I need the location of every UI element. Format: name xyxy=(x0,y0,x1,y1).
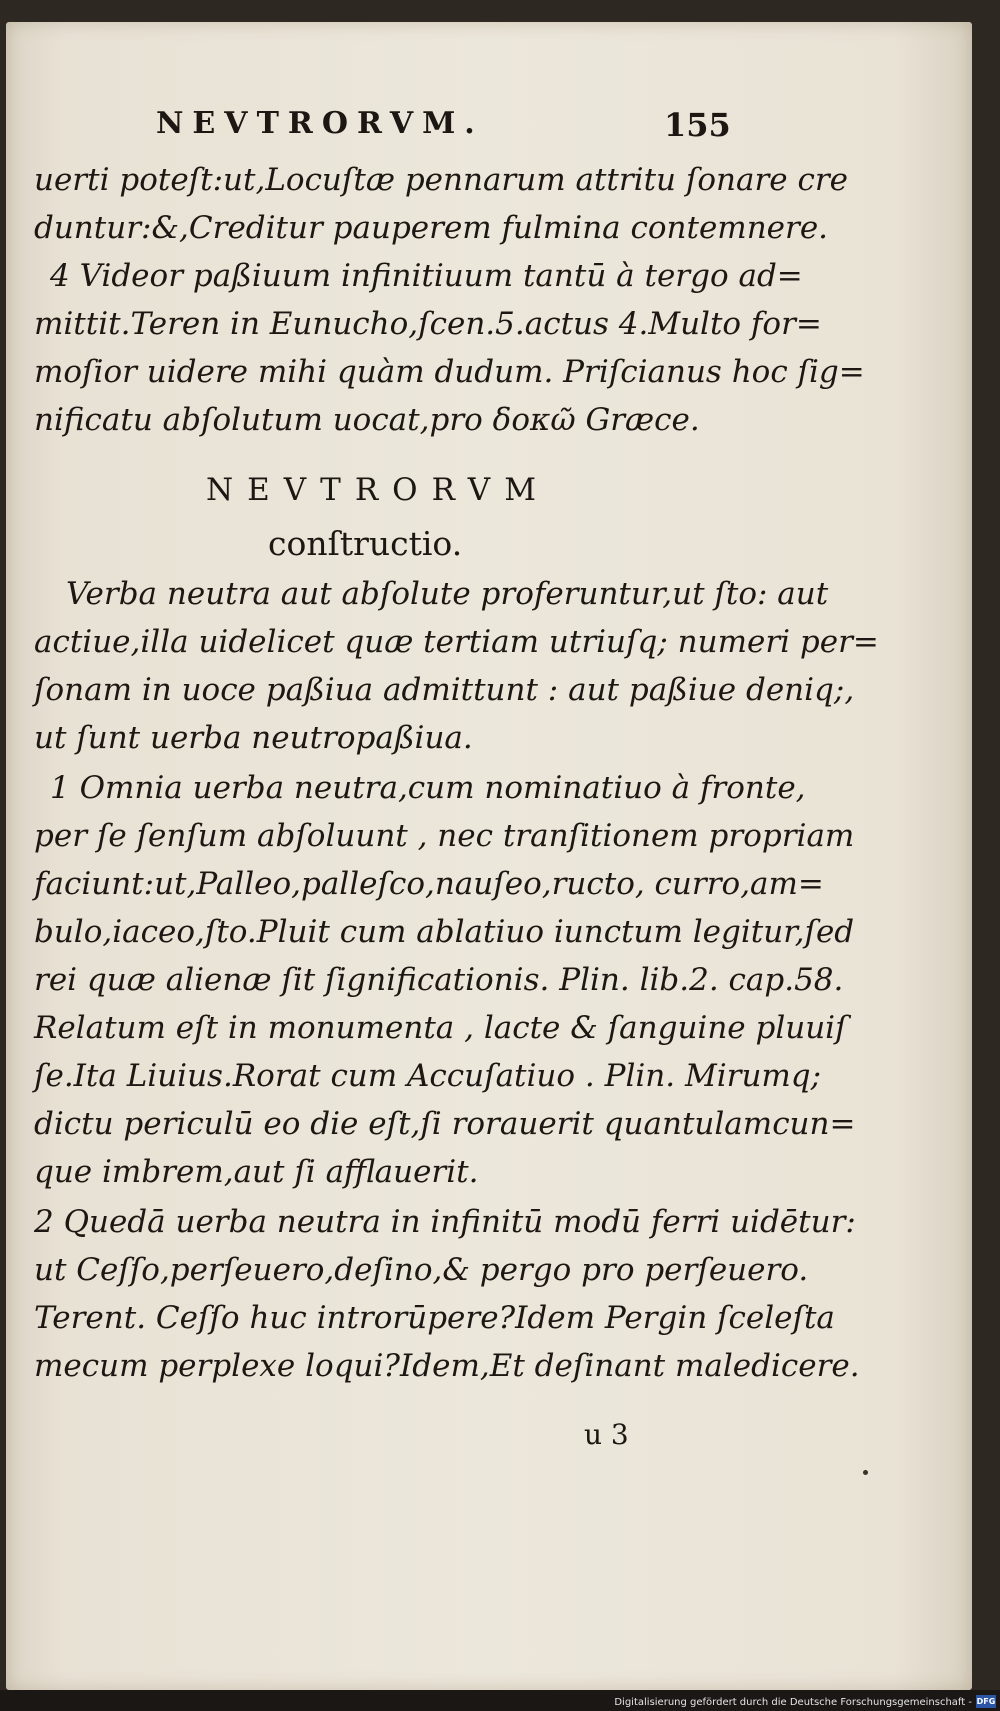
text-line: Terent. Ceſſo huc introrūpere?Idem Pergin ſceleſta xyxy=(34,1300,835,1336)
page-number: 155 xyxy=(664,106,731,144)
text-line: moſior uidere mihi quàm dudum. Priſcianus hoc ſig= xyxy=(34,354,865,390)
ink-dot xyxy=(863,1470,868,1475)
text-line: ſonam in uoce paßiua admittunt : aut paßiue deniq;, xyxy=(34,672,855,708)
text-line: que imbrem,aut ſi afflauerit. xyxy=(34,1154,479,1190)
text-line: ſe.Ita Liuius.Rorat cum Accuſatiuo . Plin. Mirumq; xyxy=(34,1058,822,1094)
text-line: faciunt:ut,Palleo,palleſco,nauſeo,ructo, curro,am= xyxy=(34,866,824,902)
text-line: uerti poteſt:ut,Locuſtæ pennarum attritu ſonare cre xyxy=(34,162,848,198)
text-line: mittit.Teren in Eunucho,ſcen.5.actus 4.Multo for= xyxy=(34,306,822,342)
text-line: ut ſunt uerba neutropaßiua. xyxy=(34,720,473,756)
text-line: 4 Videor paßiuum infinitiuum tantū à tergo ad= xyxy=(50,258,803,294)
running-header: NEVTRORVM. xyxy=(156,106,484,141)
dfg-logo-icon: DFG xyxy=(976,1697,996,1706)
text-line: rei quæ alienæ ſit ſignificationis. Plin. lib.2. cap.58. xyxy=(34,962,844,998)
text-line: nificatu abſolutum uocat,pro δοκῶ Græce. xyxy=(34,402,700,438)
footer-bar xyxy=(0,1690,1000,1711)
footer-credit: Digitalisierung gefördert durch die Deutsche Forschungsgemeinschaft - xyxy=(614,1697,972,1708)
text-line: Verba neutra aut abſolute proferuntur,ut ſto: aut xyxy=(66,576,829,612)
section-subtitle: conſtructio. xyxy=(268,524,463,563)
text-line: bulo,iaceo,ſto.Pluit cum ablatiuo iunctum legitur,ſed xyxy=(34,914,855,950)
text-line: Relatum eſt in monumenta , lacte & ſanguine pluuiſ xyxy=(34,1010,847,1046)
text-line: 2 Quedā uerba neutra in infinitū modū ferri uidētur: xyxy=(34,1204,856,1240)
text-line: mecum perplexe loqui?Idem,Et deſinant maledicere. xyxy=(34,1348,860,1384)
text-line: ut Ceſſo,perſeuero,deſino,& pergo pro perſeuero. xyxy=(34,1252,809,1288)
text-line: duntur:&,Creditur pauperem fulmina contemnere. xyxy=(34,210,829,246)
text-line: per ſe ſenſum abſoluunt , nec tranſitionem propriam xyxy=(34,818,855,854)
signature-mark: u 3 xyxy=(584,1418,629,1451)
section-title: NEVTRORVM xyxy=(206,472,550,508)
book-page xyxy=(6,22,972,1690)
text-line: dictu periculū eo die eſt,ſi rorauerit quantulamcun= xyxy=(34,1106,856,1142)
text-line: 1 Omnia uerba neutra,cum nominatiuo à fronte, xyxy=(50,770,806,806)
text-line: actiue,illa uidelicet quæ tertiam utriuſq; numeri per= xyxy=(34,624,879,660)
